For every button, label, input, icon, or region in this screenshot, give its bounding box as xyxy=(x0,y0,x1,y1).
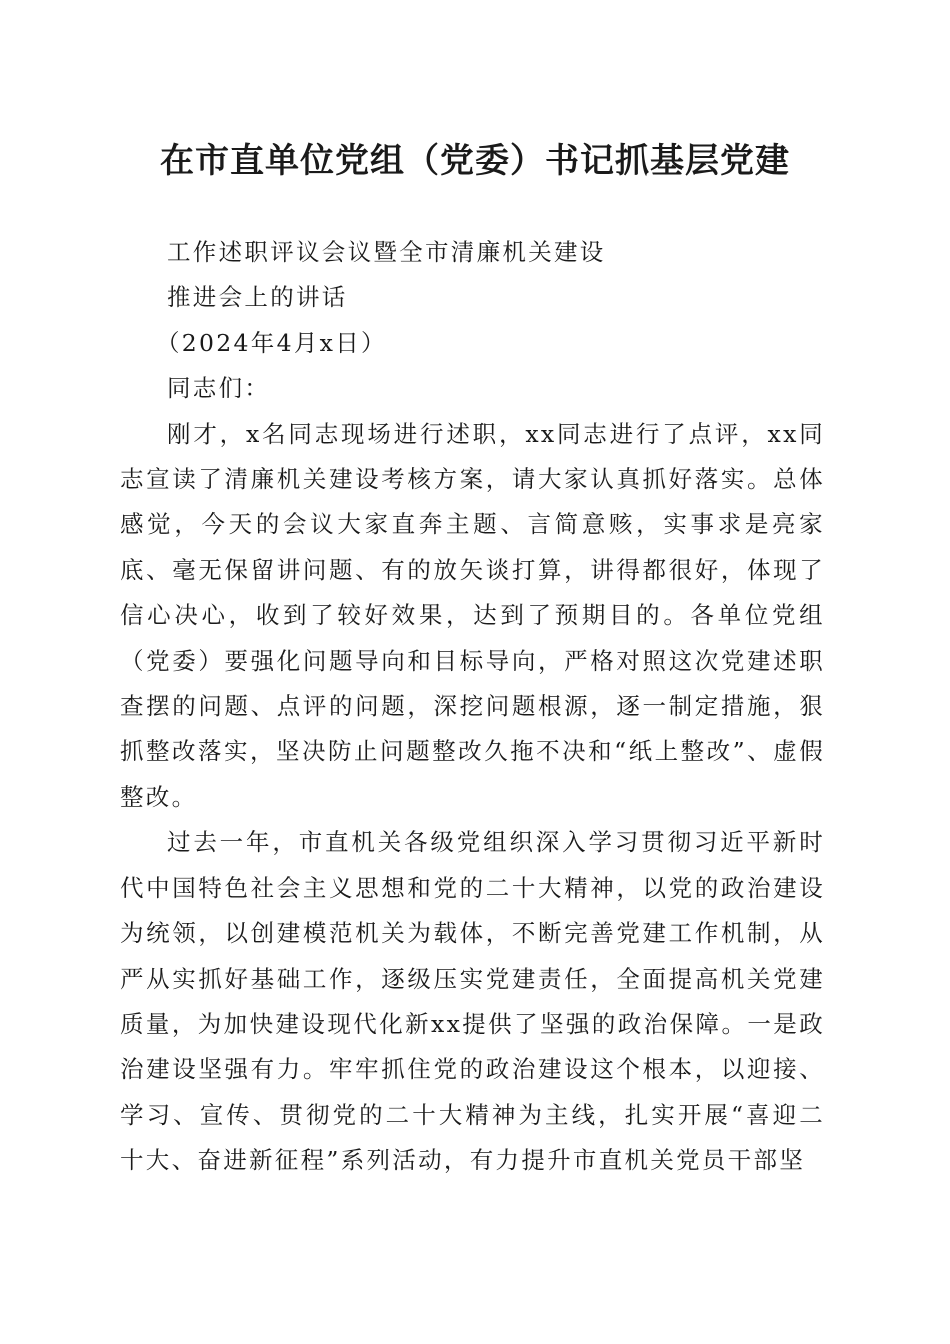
subtitle-line-1: 工作述职评议会议暨全市清廉机关建设 xyxy=(167,238,606,266)
speech-date: （2024年4月x日） xyxy=(156,328,387,357)
paragraph-2: 过去一年，市直机关各级党组织深入学习贯彻习近平新时代中国特色社会主义思想和党的二十大精神，以党的政治建设为统领，以创建模范机关为载体，不断完善党建工作机制，从严从实抓好基础工作，逐级压实党建责任，全面提高机关党建质量，为加快建设现代化新xx提供了坚强的政治保障。一是政治建设坚强有力。牢牢抓住党的政治建设这个根本，以迎接、学习、宣传、贯彻党的二十大精神为主线，扎实开展“喜迎二十大、奋进新征程”系列活动，有力提升市直机关党员干部坚 xyxy=(120,828,825,1175)
salutation: 同志们： xyxy=(167,374,271,403)
document-title: 在市直单位党组（党委）书记抓基层党建 xyxy=(160,141,790,181)
paragraph-1: 刚才，x名同志现场进行述职，xx同志进行了点评，xx同志宣读了清廉机关建设考核方案，请大家认真抓好落实。总体感觉，今天的会议大家直奔主题、言简意赅，实事求是亮家底、毫无保留讲问题、有的放矢谈打算，讲得都很好，体现了信心决心，收到了较好效果，达到了预期目的。各单位党组（党委）要强化问题导向和目标导向，严格对照这次党建述职查摆的问题、点评的问题，深挖问题根源，逐一制定措施，狠抓整改落实，坚决防止问题整改久拖不决和“纸上整改”、虚假整改。 xyxy=(120,419,825,811)
document-body xyxy=(120,230,825,1184)
subtitle-line-2: 推进会上的讲话 xyxy=(167,283,348,312)
